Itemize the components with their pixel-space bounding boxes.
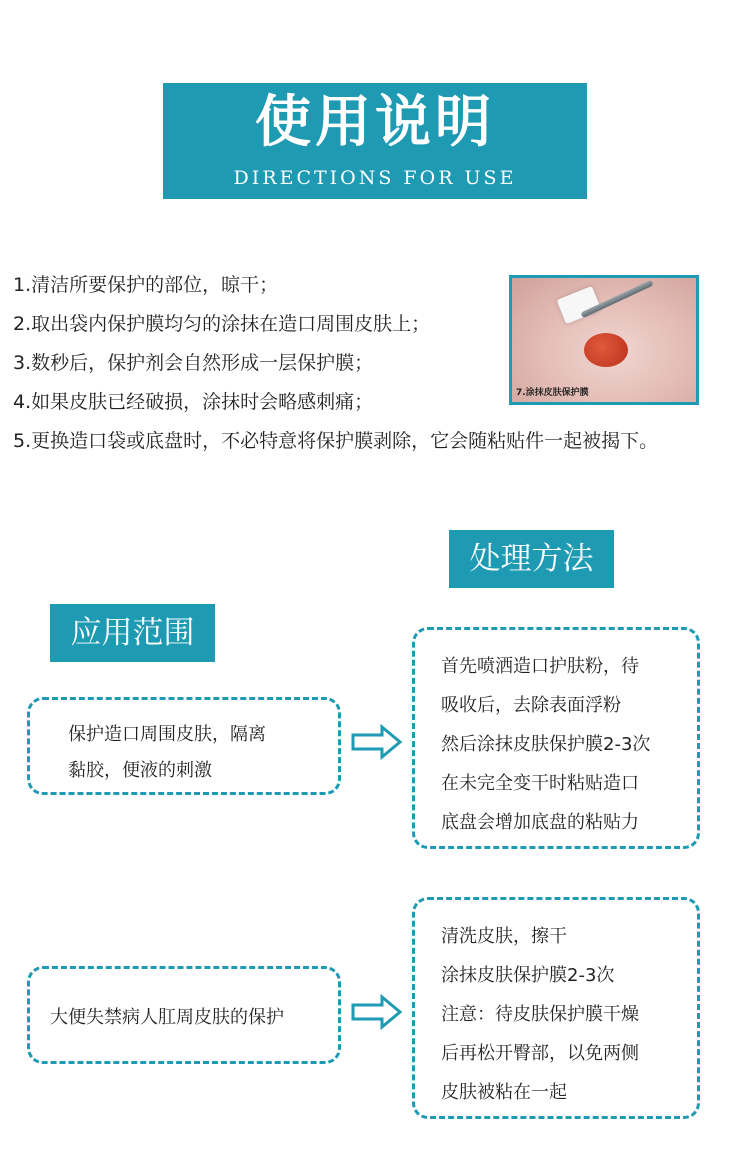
method-1-line-2: 吸收后，去除表面浮粉 <box>441 695 621 716</box>
step-2: 2.取出袋内保护膜均匀的涂抹在造口周围皮肤上； <box>13 313 431 335</box>
method-label: 处理方法 <box>449 530 614 588</box>
step-5: 5.更换造口袋或底盘时，不必特意将保护膜剥除，它会随粘贴件一起被揭下。 <box>13 430 659 452</box>
scope-box-2 <box>27 966 341 1064</box>
page-title: 使用说明 <box>255 90 495 155</box>
right-arrow-icon <box>351 994 403 1030</box>
step-3: 3.数秒后，保护剂会自然形成一层保护膜； <box>13 352 374 374</box>
method-2-line-5: 皮肤被粘在一起 <box>441 1082 567 1103</box>
scope-1-line-1: 保护造口周围皮肤，隔离 <box>68 724 266 745</box>
application-photo <box>509 275 699 405</box>
scope-label: 应用范围 <box>50 604 215 662</box>
method-1-line-1: 首先喷洒造口护肤粉，待 <box>441 656 639 677</box>
scope-2-line-1: 大便失禁病人肛周皮肤的保护 <box>50 1007 284 1028</box>
scope-1-line-2: 黏胶，便液的刺激 <box>68 760 212 781</box>
method-1-line-5: 底盘会增加底盘的粘贴力 <box>441 812 639 833</box>
method-2-line-1: 清洗皮肤，擦干 <box>441 926 567 947</box>
scope-box-1 <box>27 697 341 795</box>
method-1-line-3: 然后涂抹皮肤保护膜2-3次 <box>441 734 651 755</box>
method-2-line-4: 后再松开臀部，以免两侧 <box>441 1043 639 1064</box>
method-2-line-2: 涂抹皮肤保护膜2-3次 <box>441 965 615 986</box>
photo-caption: 7.涂抹皮肤保护膜 <box>516 388 589 398</box>
method-box-1 <box>412 627 700 849</box>
method-box-2 <box>412 897 700 1119</box>
photo-stoma <box>584 333 628 367</box>
right-arrow-icon <box>351 724 403 760</box>
step-4: 4.如果皮肤已经破损，涂抹时会略感刺痛； <box>13 391 374 413</box>
directions-header <box>163 83 587 199</box>
step-1: 1.清洁所要保护的部位，晾干； <box>13 274 279 296</box>
method-2-line-3: 注意：待皮肤保护膜干燥 <box>441 1004 639 1025</box>
page-subtitle: DIRECTIONS FOR USE <box>233 167 517 189</box>
method-1-line-4: 在未完全变干时粘贴造口 <box>441 773 639 794</box>
